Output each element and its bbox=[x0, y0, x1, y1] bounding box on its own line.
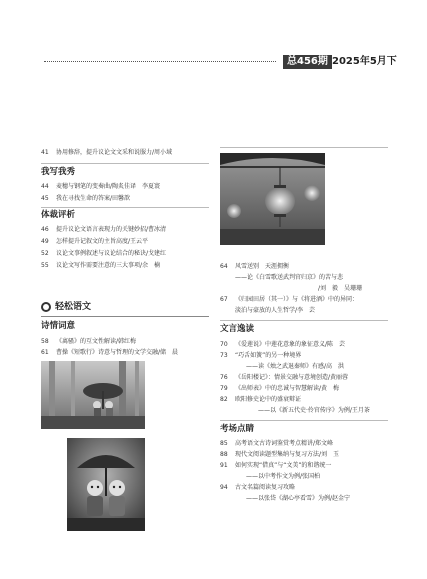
section-title-classical: 文言逸读 bbox=[220, 324, 255, 334]
divider bbox=[220, 147, 388, 148]
list-item[interactable]: 79 《出师表》中的忠诚与智慧解读/黄 梅 bbox=[220, 385, 340, 392]
list-item[interactable]: 70 《爱莲说》中莲花意象的象征意义/陈 芸 bbox=[220, 341, 346, 348]
header-dotted-rule bbox=[44, 61, 276, 62]
lantern-photo bbox=[220, 153, 325, 245]
divider bbox=[41, 316, 209, 317]
issue-date: 2025年5月下 bbox=[332, 56, 397, 67]
list-item-subtitle: ——读《烛之武退秦师》有感/高 洪 bbox=[246, 363, 345, 370]
list-item-subtitle: ——以张岱《湖心亭看雪》为例/赵金宁 bbox=[246, 495, 351, 502]
list-item-author: /刘 毅 吴珊珊 bbox=[318, 285, 363, 292]
section-title-exam: 考场点睛 bbox=[220, 424, 255, 434]
list-item[interactable]: 76 《岳阳楼记》：情景交融与意境创造/黄丽蓉 bbox=[220, 374, 349, 381]
list-item[interactable]: 91 如何实现“借真”与“文美”的和谐统一 bbox=[220, 462, 332, 469]
list-item-subtitle: ——以中考作文为例/张国柏 bbox=[246, 473, 321, 480]
list-item[interactable]: 44 麦穗与钢笔的变奏曲/陶炙佳译 李夏寰 bbox=[41, 183, 161, 190]
list-item[interactable]: 82 欧阳修史论中的盛衰辩证 bbox=[220, 396, 302, 403]
forest-umbrella-photo bbox=[41, 361, 145, 429]
divider bbox=[220, 420, 388, 421]
list-item[interactable]: 55 议论文写作需要注意的三大事项/余 楠 bbox=[41, 262, 161, 269]
list-item[interactable]: 61 曹操《短歌行》诗意与哲理的文学交融/储 晨 bbox=[41, 349, 179, 356]
list-item-subtitle: ——以《新五代史·伶官传序》为例/王月茶 bbox=[258, 407, 370, 414]
children-umbrella-photo bbox=[67, 438, 145, 531]
list-item[interactable]: 67 《归园田居（其一）》与《将进酒》中的异同： bbox=[220, 296, 359, 303]
section-title-poetry: 诗情词意 bbox=[41, 321, 76, 331]
section-title-relax: 轻松语文 bbox=[55, 302, 92, 312]
list-item[interactable]: 52 议论文事例叙述与议论结合的秘诀/戈建红 bbox=[41, 250, 167, 257]
divider bbox=[220, 320, 388, 321]
list-item-subtitle: ——论《白雪歌送武判官归京》的苦与悲 bbox=[235, 274, 344, 281]
list-item[interactable]: 94 古文名篇阅读复习攻略 bbox=[220, 484, 296, 491]
issue-badge: 总456期 bbox=[283, 55, 332, 69]
section-title-style: 体裁评析 bbox=[41, 210, 76, 220]
section-title-write: 我写我秀 bbox=[41, 167, 76, 177]
list-item[interactable]: 58 《离骚》的互文性解读/韩红梅 bbox=[41, 338, 137, 345]
list-item[interactable]: 73 “巧舌如簧”的另一种境界 bbox=[220, 352, 302, 359]
list-item[interactable]: 45 我在寻找生命的答案/田馨歆 bbox=[41, 195, 131, 202]
list-item[interactable]: 49 怎样提升记叙文的主旨高度/王云平 bbox=[41, 238, 149, 245]
divider bbox=[41, 163, 209, 164]
list-item[interactable]: 46 提升议论文语言表现力的关键妙招/曹冰清 bbox=[41, 226, 167, 233]
list-item[interactable]: 85 高考语文古诗词鉴赏考点精讲/郑文峰 bbox=[220, 440, 334, 447]
list-item[interactable]: 41 协用修辞，提升议论文文采和说服力/周小域 bbox=[41, 149, 173, 156]
list-item[interactable]: 88 现代文阅读题型集纳与复习方法/刘 玉 bbox=[220, 451, 340, 458]
list-item[interactable]: 64 风雪送别 天涯拥衡 bbox=[220, 263, 290, 270]
section-logo-icon bbox=[41, 302, 51, 312]
list-item-subtitle: 淡泊与豪放的人生哲学/李 芸 bbox=[235, 307, 316, 314]
divider bbox=[41, 207, 209, 208]
